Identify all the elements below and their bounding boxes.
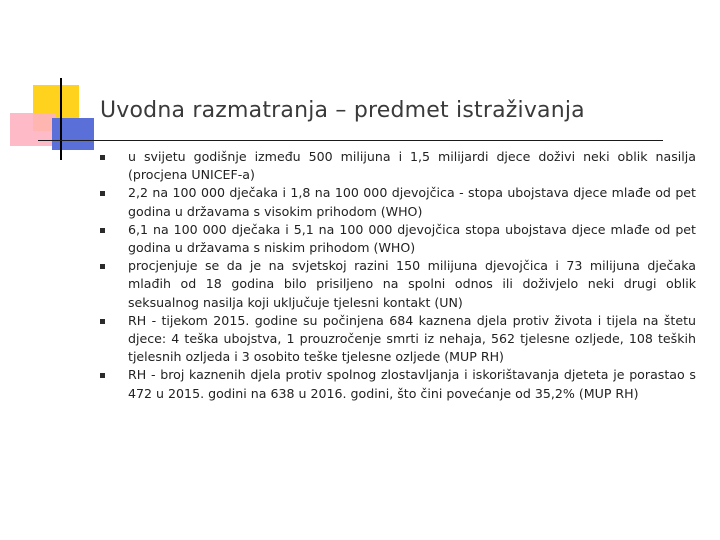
square-bullet-icon [100, 155, 105, 160]
title-underline [38, 140, 663, 141]
bullet-text: RH - tijekom 2015. godine su počinjena 684 kaznena djela protiv života i tijela na štetu djece: 4 teška ubojstva, 1 prouzročenje smrti iz nehaja, 562 tjelesne ozljede, 108 teških tjelesnih ozljeda i 3 osobito teške tjelesne ozljede (MUP RH) [128, 312, 696, 365]
bullet-list [96, 148, 696, 403]
bullet-text: u svijetu godišnje između 500 milijuna i 1,5 milijardi djece doživi neki oblik nasilja (procjena UNICEF-a) [128, 149, 696, 183]
square-bullet-icon [100, 228, 105, 233]
logo-vertical-line [60, 78, 62, 160]
logo-blue-square [52, 118, 94, 150]
square-bullet-icon [100, 264, 105, 269]
bullet-text: RH - broj kaznenih djela protiv spolnog zlostavljanja i iskorištavanja djeteta je porastao s 472 u 2015. godini na 638 u 2016. godini, što čini povećanje od 35,2% (MUP RH) [128, 367, 696, 401]
list-item [96, 148, 696, 184]
list-item [96, 312, 696, 367]
list-item [96, 366, 696, 402]
list-item [96, 257, 696, 312]
bullet-text: 6,1 na 100 000 dječaka i 5,1 na 100 000 djevojčica stopa ubojstava djece mlađe od pet godina u državama s niskim prihodom (WHO) [128, 221, 696, 256]
square-bullet-icon [100, 373, 105, 378]
list-item [96, 221, 696, 257]
logo-pink-square [10, 113, 55, 146]
square-bullet-icon [100, 191, 105, 196]
bullet-text: procjenjuje se da je na svjetskoj razini 150 milijuna djevojčica i 73 milijuna dječaka mlađih od 18 godina bilo prisiljeno na spolni odnos ili doživjelo neki drugi oblik seksualnog nasilja koji uključuje tjelesni kontakt (UN) [128, 258, 696, 310]
slide-title: Uvodna razmatranja – predmet istraživanja [100, 98, 585, 123]
bullet-text: 2,2 na 100 000 dječaka i 1,8 na 100 000 djevojčica - stopa ubojstava djece mlađe od pet godina u državama s visokim prihodom (WHO) [128, 185, 696, 219]
square-bullet-icon [100, 319, 105, 324]
list-item [96, 184, 696, 220]
